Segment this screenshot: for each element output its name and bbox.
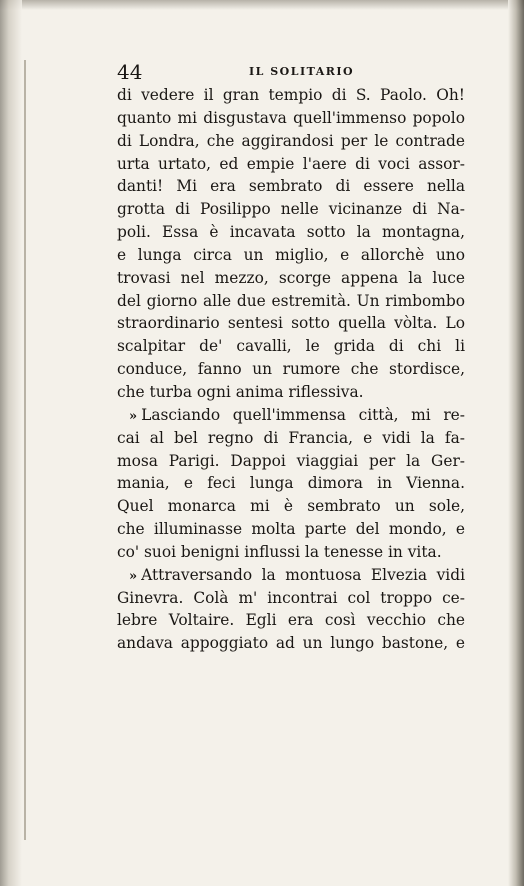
text-line: mania, e feci lunga dimora in Vienna.: [117, 474, 465, 493]
text-line-paragraph-start: [117, 564, 465, 587]
page-top-edge-shadow: [0, 0, 524, 10]
text-line: co' suoi benigni influssi la tenesse in vita.: [117, 542, 442, 561]
text-line: conduce, fanno un rumore che stordisce,: [117, 360, 465, 379]
text-line: andava appoggiato ad un lungo bastone, e: [117, 634, 465, 653]
text-line: trovasi nel mezzo, scorge appena la luce: [117, 268, 465, 287]
text-line: grotta di Posilippo nelle vicinanze di Na-: [117, 200, 465, 219]
binding-gutter-line: [24, 60, 26, 840]
page-left-edge-shadow: [0, 0, 22, 886]
body-text: [117, 84, 465, 655]
text-line: di Londra, che aggirandosi per le contrade: [117, 131, 465, 150]
text-line-content: Lasciando quell'immensa città, mi re-: [141, 405, 465, 424]
running-title: IL SOLITARIO: [249, 65, 355, 78]
text-line: che turba ogni anima riflessiva.: [117, 382, 364, 401]
page-header: [117, 60, 465, 86]
text-line: mosa Parigi. Dappoi viaggiai per la Ger-: [117, 451, 465, 470]
text-line: lebre Voltaire. Egli era così vecchio che: [117, 611, 465, 630]
text-line: e lunga circa un miglio, e allorchè uno: [117, 245, 465, 264]
text-line: urta urtato, ed empie l'aere di voci assor-: [117, 154, 465, 173]
page-number: 44: [117, 60, 143, 84]
text-line: danti! Mi era sembrato di essere nella: [117, 177, 465, 196]
text-line: del giorno alle due estremità. Un rimbombo: [117, 291, 465, 310]
quote-mark: »: [129, 568, 138, 584]
text-line: che illuminasse molta parte del mondo, e: [117, 520, 465, 539]
text-line: straordinario sentesi sotto quella vòlta. Lo: [117, 314, 465, 333]
text-line: quanto mi disgustava quell'immenso popolo: [117, 108, 465, 127]
text-line: di vedere il gran tempio di S. Paolo. Oh!: [117, 86, 465, 104]
text-line: Ginevra. Colà m' incontrai col troppo ce-: [117, 588, 465, 607]
text-line-content: Attraversando la montuosa Elvezia vidi: [141, 565, 465, 584]
text-line: scalpitar de' cavalli, le grida di chi li: [117, 337, 465, 356]
text-line-paragraph-start: [117, 404, 465, 427]
text-line: cai al bel regno di Francia, e vidi la fa-: [117, 428, 465, 447]
quote-mark: »: [129, 408, 138, 424]
text-line: Quel monarca mi è sembrato un sole,: [117, 497, 465, 516]
page-right-edge-shadow: [508, 0, 524, 886]
text-line: poli. Essa è incavata sotto la montagna,: [117, 223, 465, 242]
